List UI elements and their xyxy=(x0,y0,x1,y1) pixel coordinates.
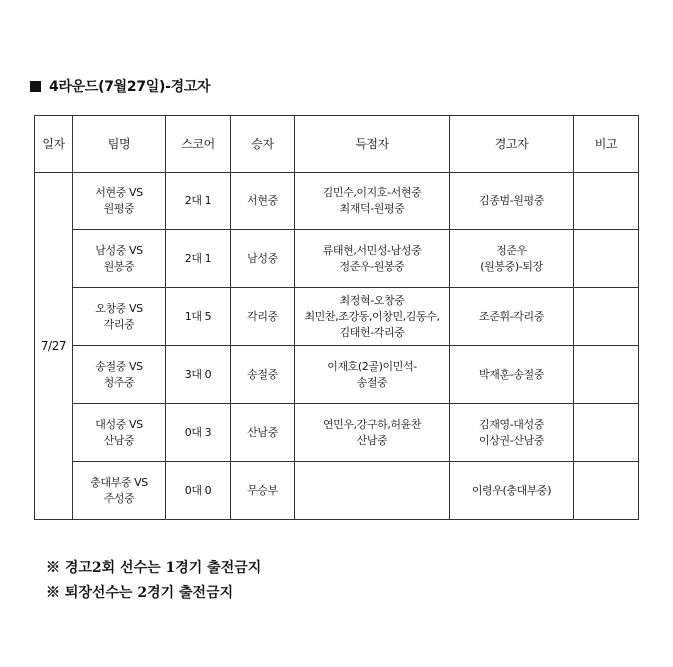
warned-cell xyxy=(450,404,574,462)
team-line: 남성중 VS xyxy=(95,243,143,257)
warned-cell xyxy=(450,346,574,404)
team-cell xyxy=(73,230,166,288)
table-row xyxy=(35,173,639,230)
team-line: 서현중 VS xyxy=(95,186,143,199)
team-line: 대성중 VS xyxy=(95,417,143,431)
team-line: 원봉중 xyxy=(103,259,135,273)
winner-cell: 송절중 xyxy=(231,346,295,404)
warned-line: 이상권-산남중 xyxy=(479,433,544,447)
score-cell: 2대 1 xyxy=(166,173,231,230)
team-line: 청주중 xyxy=(103,375,135,389)
winner-cell: 각리중 xyxy=(231,288,295,346)
warned-line: 조준휘-각리중 xyxy=(479,309,544,323)
note-cell xyxy=(574,462,639,520)
note-cell xyxy=(574,404,639,462)
warned-cell xyxy=(450,230,574,288)
score-cell: 0대 3 xyxy=(166,404,231,462)
scorer-line: 이재호(2골)이민석- xyxy=(327,359,417,373)
scorer-line: 최정혁-오창중 xyxy=(339,293,405,307)
scorers-cell xyxy=(295,230,450,288)
warned-line: 이령우(충대부중) xyxy=(471,483,552,497)
note-cell xyxy=(574,173,639,230)
scorer-line: 김민수,이지호-서현중 xyxy=(322,186,422,199)
warned-cell xyxy=(450,173,574,230)
scorer-line: 최민찬,조강동,이창민,김동수, xyxy=(304,309,440,323)
footnotes xyxy=(46,556,261,606)
warned-cell xyxy=(450,462,574,520)
scorers-cell xyxy=(295,288,450,346)
warned-line: 정준우 xyxy=(496,243,527,257)
scorers-cell xyxy=(295,346,450,404)
header-row xyxy=(35,116,639,173)
scorer-line: 연민우,강구하,허윤찬 xyxy=(322,417,422,431)
scorer-line: 김태헌-각리중 xyxy=(339,325,405,339)
footnote-ejection: ※ 퇴장선수는 2경기 출전금지 xyxy=(46,585,234,601)
winner-cell: 산남중 xyxy=(231,404,295,462)
header-scorers: 득점자 xyxy=(295,116,450,173)
scorers-cell xyxy=(295,462,450,520)
team-line: 주성중 xyxy=(103,491,135,505)
warned-cell xyxy=(450,288,574,346)
header-team: 팀명 xyxy=(73,116,166,173)
team-cell xyxy=(73,288,166,346)
header-score: 스코어 xyxy=(166,116,231,173)
team-cell xyxy=(73,404,166,462)
team-cell xyxy=(73,346,166,404)
scorers-cell xyxy=(295,404,450,462)
header-note: 비고 xyxy=(574,116,639,173)
warning-table xyxy=(34,115,639,520)
section-title-text: 4라운드(7월27일)-경고자 xyxy=(49,79,211,95)
black-square-icon xyxy=(30,81,41,92)
score-cell: 0대 0 xyxy=(166,462,231,520)
note-cell xyxy=(574,346,639,404)
score-cell: 1대 5 xyxy=(166,288,231,346)
table-row xyxy=(35,230,639,288)
note-cell xyxy=(574,230,639,288)
header-winner: 승자 xyxy=(231,116,295,173)
table-row xyxy=(35,462,639,520)
scorer-line: 류태현,서민성-남성중 xyxy=(322,243,422,257)
table-row xyxy=(35,404,639,462)
team-line: 송절중 VS xyxy=(95,359,143,373)
team-cell xyxy=(73,173,166,230)
warned-line: 김재영-대성중 xyxy=(479,417,544,431)
winner-cell: 무승부 xyxy=(231,462,295,520)
scorers-cell xyxy=(295,173,450,230)
table-row xyxy=(35,288,639,346)
winner-cell: 남성중 xyxy=(231,230,295,288)
header-warned: 경고자 xyxy=(450,116,574,173)
section-title xyxy=(30,76,210,96)
team-line: 오창중 VS xyxy=(95,301,143,315)
warned-line: (원봉중)-퇴장 xyxy=(480,259,543,273)
score-cell: 2대 1 xyxy=(166,230,231,288)
warned-line: 김종범-원평중 xyxy=(479,194,544,207)
scorer-line: 정준우-원봉중 xyxy=(339,259,405,273)
score-cell: 3대 0 xyxy=(166,346,231,404)
note-cell xyxy=(574,288,639,346)
team-line: 산남중 xyxy=(103,433,135,447)
table-row xyxy=(35,346,639,404)
scorer-line: 송절중 xyxy=(356,375,388,389)
footnote-warning: ※ 경고2회 선수는 1경기 출전금지 xyxy=(46,560,262,576)
winner-cell: 서현중 xyxy=(231,173,295,230)
team-line: 원평중 xyxy=(103,202,135,215)
scorer-line: 산남중 xyxy=(356,433,388,447)
team-line: 각리중 xyxy=(103,317,135,331)
header-date: 일자 xyxy=(35,116,73,173)
team-cell xyxy=(73,462,166,520)
warned-line: 박재훈-송절중 xyxy=(479,367,544,381)
date-cell: 7/27 xyxy=(35,173,73,520)
scorer-line: 최재덕-원평중 xyxy=(339,202,405,215)
team-line: 충대부중 VS xyxy=(90,475,148,489)
